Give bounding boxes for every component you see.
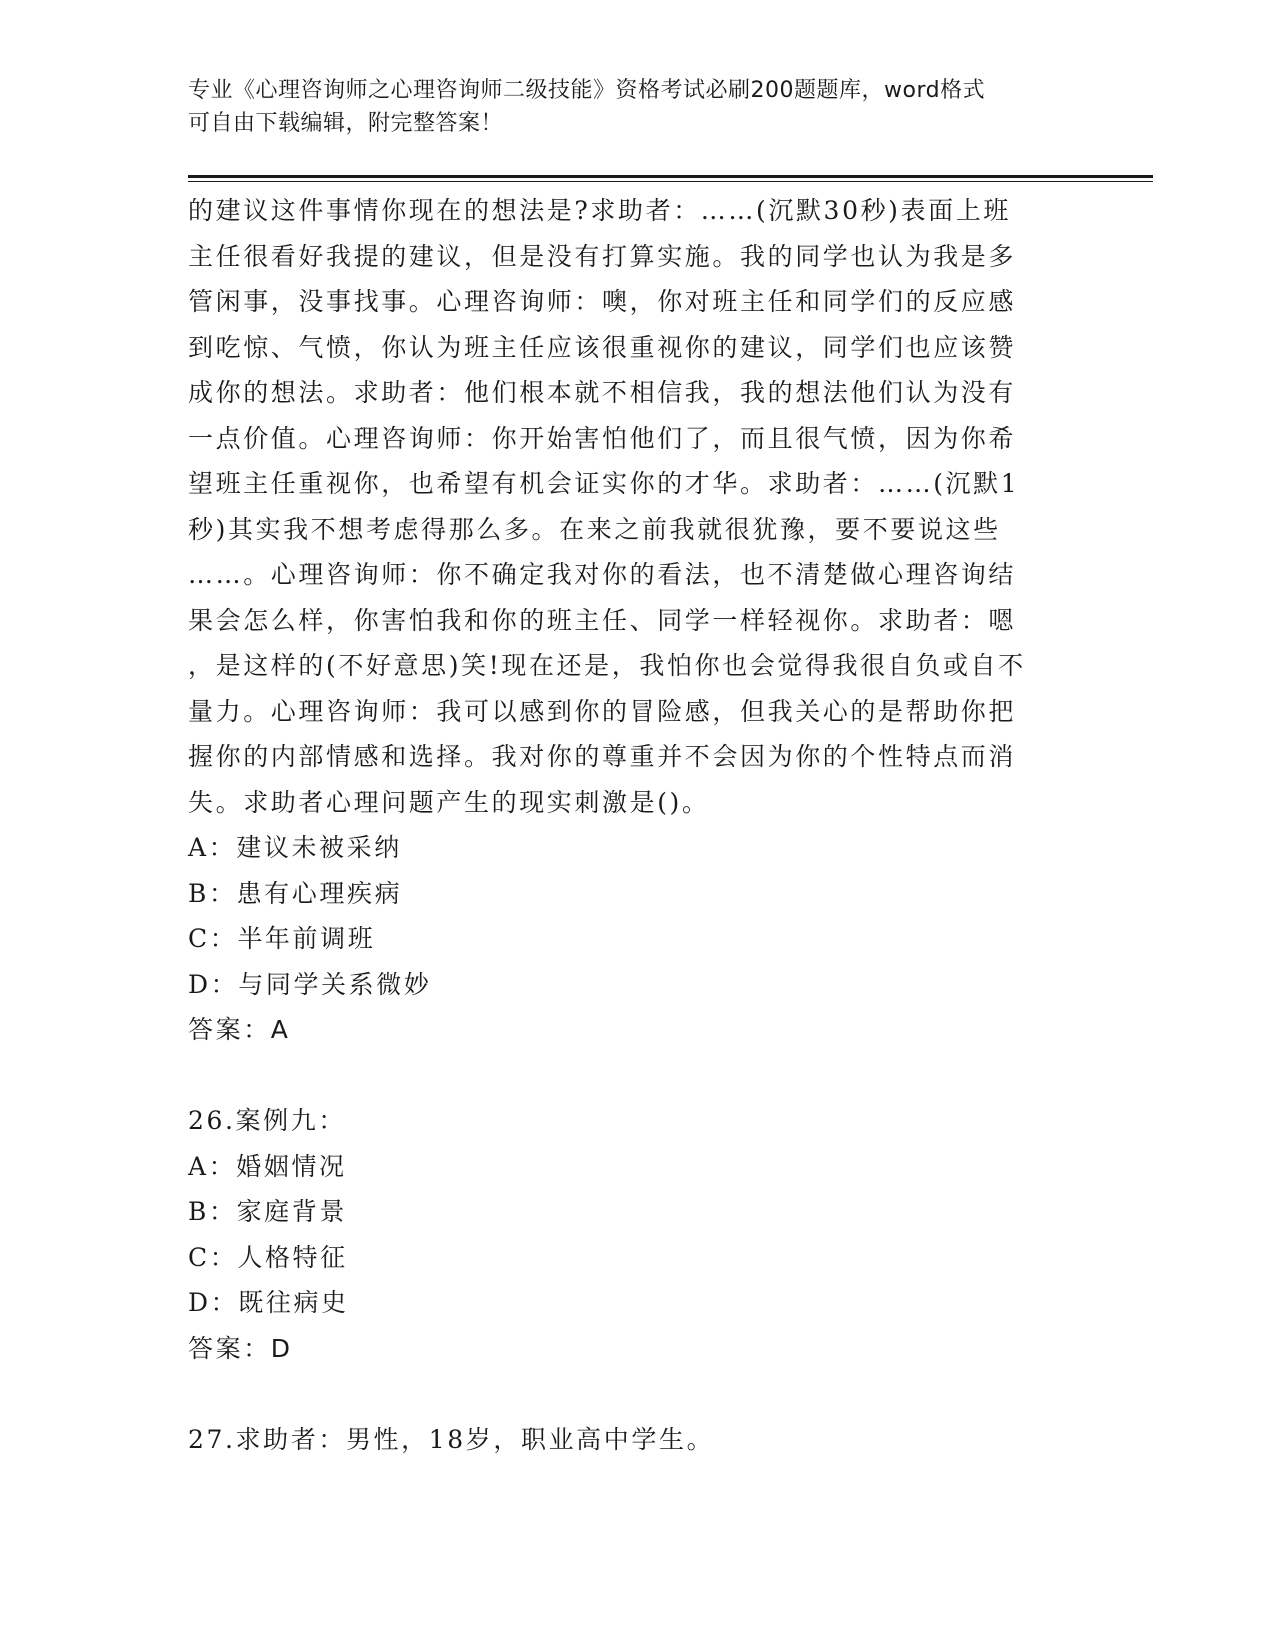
passage-line: 主任很看好我提的建议，但是没有打算实施。我的同学也认为我是多 (188, 241, 1017, 271)
passage-line: 果会怎么样，你害怕我和你的班主任、同学一样轻视你。求助者：嗯 (188, 605, 1017, 635)
question-26-stem: 26.案例九： (188, 1106, 346, 1135)
passage-line: ，是这样的(不好意思)笑!现在还是，我怕你也会觉得我很自负或自不 (188, 651, 1026, 680)
question-25-options (188, 825, 1088, 1007)
passage-line: 量力。心理咨询师：我可以感到你的冒险感，但我关心的是帮助你把 (188, 696, 1017, 726)
header-divider-thick (188, 175, 1153, 178)
option-b: B：患有心理疾病 (188, 878, 403, 908)
passage-line: 失。求助者心理问题产生的现实刺激是()。 (188, 787, 710, 817)
document-body (188, 188, 1088, 1462)
passage-line: 到吃惊、气愤，你认为班主任应该很重视你的建议，同学们也应该赞 (188, 332, 1017, 362)
passage-line: ……。心理咨询师：你不确定我对你的看法，也不清楚做心理咨询结 (188, 560, 1017, 589)
passage-line: 成你的想法。求助者：他们根本就不相信我，我的想法他们认为没有 (188, 378, 1017, 407)
question-27-stem: 27.求助者：男性，18岁，职业高中学生。 (188, 1424, 715, 1454)
header-title-line-2: 可自由下载编辑，附完整答案！ (188, 111, 504, 136)
option-d: D：既往病史 (188, 1288, 349, 1317)
passage-line: 的建议这件事情你现在的想法是?求助者：……(沉默30秒)表面上班 (188, 196, 1011, 225)
question-26-answer: 答案：D (188, 1333, 293, 1363)
option-c: C：人格特征 (188, 1242, 348, 1272)
option-b: B：家庭背景 (188, 1197, 347, 1226)
option-d: D：与同学关系微妙 (188, 969, 432, 999)
spacer (188, 1371, 1088, 1417)
question-25-answer: 答案：A (188, 1015, 291, 1044)
question-25-passage (188, 188, 1088, 825)
passage-line: 握你的内部情感和选择。我对你的尊重并不会因为你的个性特点而消 (188, 742, 1017, 771)
header-divider-thin (188, 181, 1153, 182)
question-26-options (188, 1144, 1088, 1326)
passage-line: 望班主任重视你，也希望有机会证实你的才华。求助者：……(沉默1 (188, 469, 1020, 498)
passage-line: 一点价值。心理咨询师：你开始害怕他们了，而且很气愤，因为你希 (188, 423, 1017, 453)
header-title-line-1: 专业《心理咨询师之心理咨询师二级技能》资格考试必刷200题题库，word格式 (188, 78, 986, 103)
option-c: C：半年前调班 (188, 924, 376, 953)
spacer (188, 1053, 1088, 1099)
option-a: A：婚姻情况 (188, 1151, 347, 1181)
passage-line: 秒)其实我不想考虑得那么多。在来之前我就很犹豫，要不要说这些 (188, 514, 1001, 544)
document-header (188, 74, 1088, 140)
option-a: A：建议未被采纳 (188, 833, 402, 862)
passage-line: 管闲事，没事找事。心理咨询师：噢，你对班主任和同学们的反应感 (188, 287, 1017, 316)
